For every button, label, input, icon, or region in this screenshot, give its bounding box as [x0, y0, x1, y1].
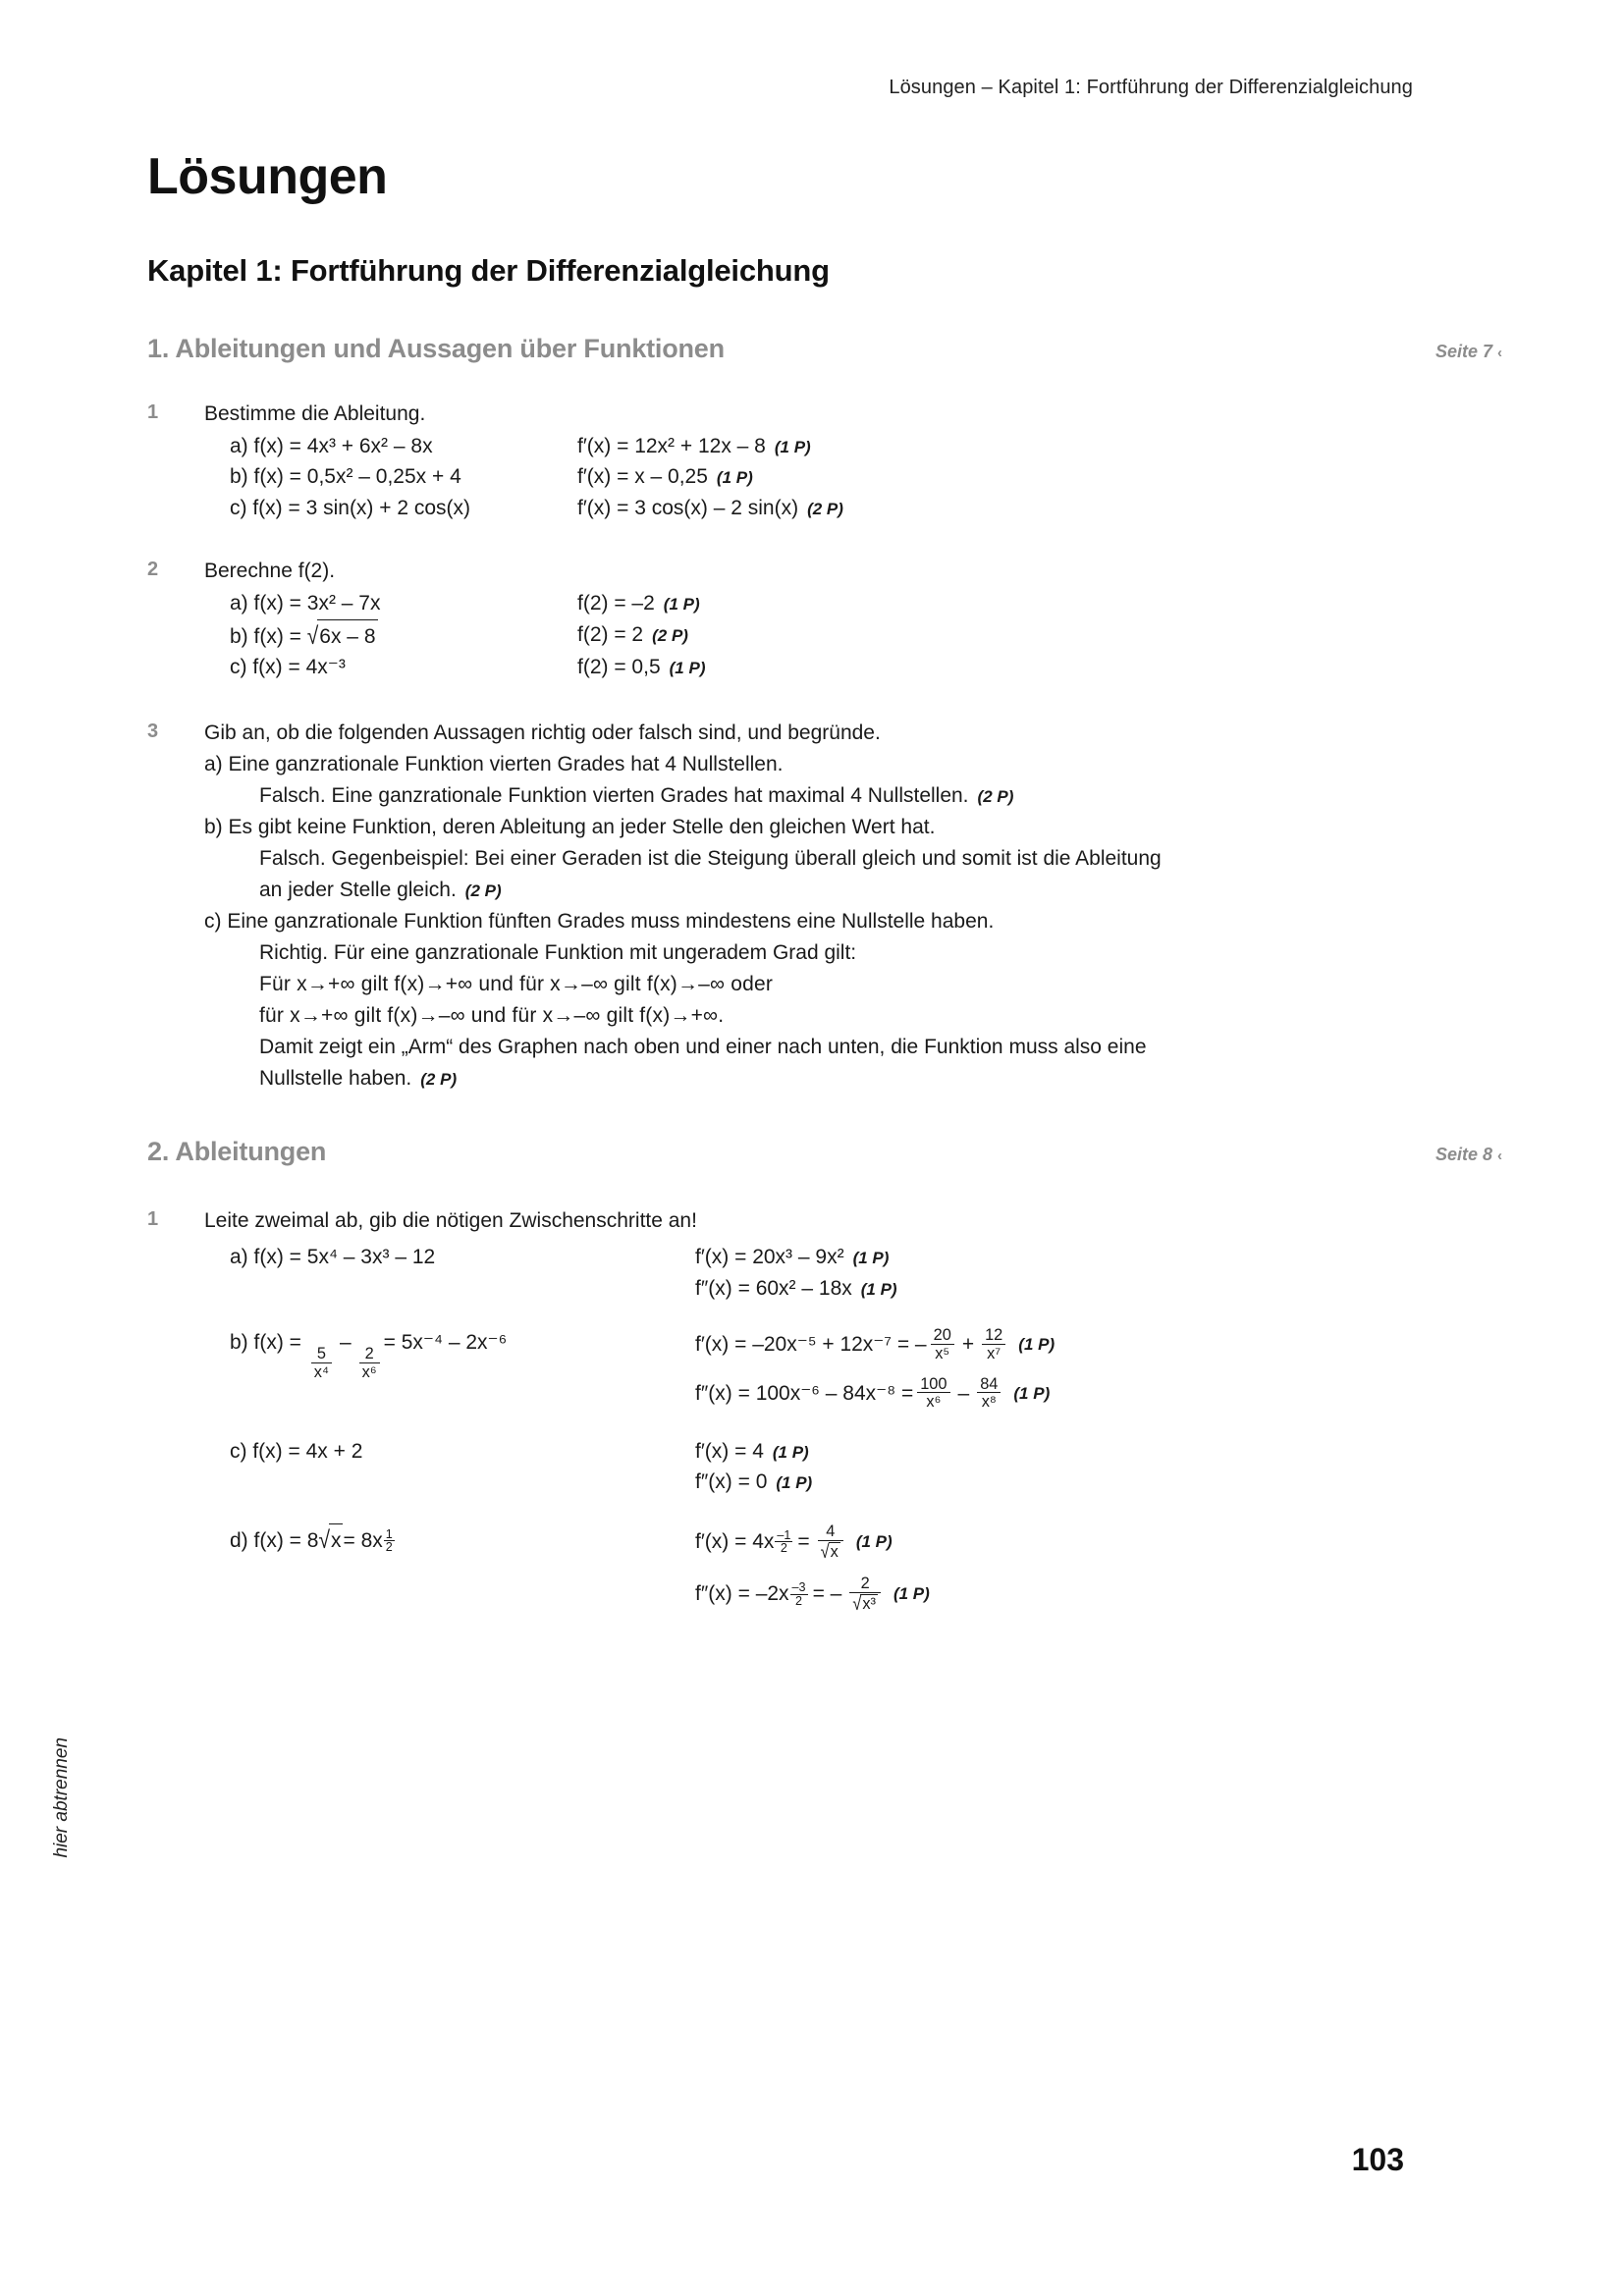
section-page-ref-2-label: Seite 8 [1435, 1145, 1492, 1165]
item-answer [577, 431, 1502, 462]
exponent-numerator: –1 [777, 1527, 791, 1542]
exercise-item-c [204, 652, 1502, 683]
numerator: 2 [364, 1345, 374, 1363]
exercise-item-b [204, 1327, 1502, 1411]
exercise-prompt: Leite zweimal ab, gib die nötigen Zwischenschritte an! [204, 1209, 697, 1233]
points-badge: (1 P) [860, 1279, 897, 1299]
radicand: x [329, 1523, 344, 1557]
exponent-fraction [775, 1529, 792, 1555]
exercise-s1-3 [147, 719, 1502, 1095]
exercise-item-c [204, 493, 1502, 524]
fraction [931, 1327, 954, 1362]
exercise-item-a [204, 588, 1502, 619]
points-badge: (2 P) [420, 1069, 458, 1089]
answer-text: f(2) = –2 [577, 592, 655, 615]
statement-a: a) Eine ganzrationale Funktion vierten Grades hat 4 Nullstellen. [204, 753, 784, 776]
item-answer [695, 1523, 1502, 1613]
answer-a [204, 780, 1502, 812]
points-badge: (2 P) [977, 787, 1014, 807]
sqrt-icon: √x³ [852, 1593, 876, 1615]
points-badge: (1 P) [774, 437, 811, 456]
sqrt-icon: √x [318, 1523, 343, 1557]
answer-second-derivative [695, 1575, 1502, 1615]
item-answer [695, 1242, 1502, 1304]
answer-text: f′(x) = 20x³ – 9x² [695, 1246, 844, 1269]
exponent-fraction [790, 1581, 808, 1607]
question-suffix: = 5x⁻⁴ – 2x⁻⁶ [383, 1331, 508, 1355]
numerator: 12 [985, 1326, 1003, 1345]
page-ref-arrow-icon: ‹ [1497, 1148, 1502, 1165]
exercise-item-a [204, 1242, 1502, 1304]
points-badge: (2 P) [652, 625, 688, 645]
denominator: x⁶ [917, 1392, 949, 1411]
running-header: Lösungen – Kapitel 1: Fortführung der Differenzialgleichung [889, 77, 1413, 98]
exercise-s1-2 [147, 557, 1502, 682]
question-prefix: b) f(x) = [230, 1331, 307, 1355]
points-badge: (1 P) [1018, 1335, 1056, 1355]
points-badge: (2 P) [464, 881, 502, 901]
section-page-ref-2 [1435, 1145, 1502, 1165]
points-badge: (1 P) [669, 659, 706, 678]
equals-operator: = [797, 1529, 810, 1553]
item-answer [695, 1436, 1502, 1498]
denominator: x⁴ [311, 1362, 332, 1381]
answer-b-line-1: Falsch. Gegenbeispiel: Bei einer Geraden ist die Steigung überall gleich und somit ist die Ableitung [259, 847, 1162, 871]
minus-operator: – [957, 1381, 970, 1405]
fraction [977, 1376, 1001, 1411]
answer-second-derivative [695, 1467, 1502, 1498]
answer-c-limit-2: für x→+∞ gilt f(x)→–∞ und für x→–∞ gilt f(x)→+∞. [259, 1003, 725, 1027]
denominator: x⁷ [982, 1344, 1005, 1362]
section-header-1 [147, 334, 1502, 364]
item-answer [577, 461, 1502, 493]
exercise-prompt: Bestimme die Ableitung. [204, 402, 426, 425]
fraction [818, 1522, 843, 1563]
question-mid: = 8x [343, 1528, 383, 1552]
section-page-ref-1 [1435, 342, 1502, 362]
answer-text: f″(x) = 0 [695, 1470, 768, 1494]
answer-text: f′(x) = 4x [695, 1529, 775, 1553]
answer-text: f′(x) = x – 0,25 [577, 465, 708, 489]
fraction [849, 1575, 881, 1615]
denominator [818, 1540, 843, 1561]
exercise-number: 1 [147, 401, 159, 423]
points-badge: (1 P) [776, 1473, 813, 1493]
numerator: 4 [826, 1522, 836, 1540]
page-ref-arrow-icon: ‹ [1497, 345, 1502, 361]
fraction [311, 1346, 332, 1380]
exercise-number: 2 [147, 559, 159, 581]
answer-second-derivative [695, 1376, 1502, 1411]
equals-operator: = – [812, 1582, 842, 1606]
exercise-item-d [204, 1523, 1502, 1613]
item-question [204, 1523, 695, 1557]
denominator: x⁵ [931, 1344, 954, 1362]
exercise-number: 1 [147, 1208, 159, 1231]
answer-text: f(2) = 2 [577, 622, 644, 646]
fraction [982, 1327, 1005, 1362]
answer-text: Falsch. Eine ganzrationale Funktion vierten Grades hat maximal 4 Nullstellen. [259, 784, 969, 808]
answer-first-derivative [695, 1436, 1502, 1468]
section-page-ref-1-label: Seite 7 [1435, 342, 1492, 361]
statement-b: b) Es gibt keine Funktion, deren Ableitung an jeder Stelle den gleichen Wert hat. [204, 816, 936, 839]
points-badge: (2 P) [807, 499, 843, 518]
exercise-item-b [204, 461, 1502, 493]
item-question: c) f(x) = 3 sin(x) + 2 cos(x) [230, 496, 471, 519]
item-answer [695, 1327, 1502, 1411]
question-prefix: d) f(x) = 8 [230, 1528, 319, 1552]
numerator: 20 [933, 1326, 951, 1345]
points-badge: (1 P) [772, 1442, 809, 1462]
exercise-body [204, 1206, 1502, 1615]
exercise-s1-1 [147, 400, 1502, 523]
answer-text: f″(x) = –2x [695, 1582, 789, 1606]
item-question [204, 619, 577, 653]
answer-text: Nullstelle haben. [259, 1066, 412, 1090]
exercise-prompt: Berechne f(2). [204, 560, 336, 583]
fraction [359, 1346, 380, 1380]
points-badge: (1 P) [663, 595, 700, 614]
points-badge: (1 P) [1013, 1383, 1051, 1403]
denominator [849, 1592, 881, 1613]
points-badge: (1 P) [852, 1249, 890, 1268]
radicand: x [830, 1542, 839, 1561]
item-answer [577, 588, 1502, 619]
item-question: a) f(x) = 4x³ + 6x² – 8x [230, 434, 433, 457]
item-answer [577, 652, 1502, 683]
denominator: x⁸ [977, 1392, 1001, 1411]
exercise-item-c [204, 1436, 1502, 1498]
numerator: 2 [860, 1575, 870, 1593]
answer-text: f″(x) = 100x⁻⁶ – 84x⁻⁸ = [695, 1381, 914, 1405]
section-title-1: 1. Ableitungen und Aussagen über Funktionen [147, 334, 725, 363]
answer-text: an jeder Stelle gleich. [259, 879, 457, 902]
exercise-item-b [204, 619, 1502, 653]
item-question: a) f(x) = 3x² – 7x [230, 592, 381, 615]
exponent-numerator: 1 [385, 1526, 393, 1541]
numerator: 5 [316, 1345, 326, 1363]
page-title: Lösungen [147, 148, 388, 205]
radicand: 6x – 8 [317, 619, 377, 653]
numerator: 100 [920, 1374, 947, 1393]
sqrt-icon: √x [820, 1540, 839, 1563]
exponent-numerator: –3 [791, 1579, 806, 1594]
exercise-body [204, 557, 1502, 682]
statement-c: c) Eine ganzrationale Funktion fünften Grades muss mindestens eine Nullstelle haben. [204, 909, 995, 933]
answer-c-line-1: Richtig. Für eine ganzrationale Funktion mit ungeradem Grad gilt: [259, 940, 857, 964]
plus-operator: + [961, 1333, 975, 1357]
question-prefix: b) f(x) = [230, 624, 307, 648]
answer-first-derivative [695, 1327, 1502, 1362]
answer-text: f′(x) = 12x² + 12x – 8 [577, 434, 766, 457]
item-answer [577, 493, 1502, 524]
exponent-denominator: 2 [790, 1594, 808, 1608]
exercise-number: 3 [147, 720, 159, 742]
minus-operator: – [339, 1331, 352, 1355]
exponent-fraction [384, 1528, 395, 1554]
points-badge: (1 P) [716, 468, 753, 488]
fraction [917, 1376, 949, 1411]
answer-second-derivative [695, 1273, 1502, 1305]
answer-text: f(2) = 0,5 [577, 656, 661, 679]
sqrt-icon: √6x – 8 [307, 619, 378, 653]
answer-c-line-2: Damit zeigt ein „Arm“ des Graphen nach oben und einer nach unten, die Funktion muss also eine [259, 1035, 1147, 1058]
item-question: b) f(x) = 0,5x² – 0,25x + 4 [230, 465, 461, 489]
item-question [204, 1327, 695, 1380]
exponent-denominator: 2 [385, 1540, 393, 1555]
points-badge: (1 P) [855, 1531, 893, 1551]
exercise-item-a [204, 431, 1502, 462]
section-header-2 [147, 1137, 1502, 1167]
points-badge: (1 P) [893, 1584, 930, 1604]
exponent-denominator: 2 [775, 1541, 792, 1555]
answer-text: f″(x) = 60x² – 18x [695, 1276, 852, 1300]
radicand: x³ [862, 1595, 876, 1614]
item-question: a) f(x) = 5x⁴ – 3x³ – 12 [230, 1246, 436, 1269]
exercise-s2-1 [147, 1206, 1502, 1615]
page-content [147, 147, 1502, 1646]
answer-b-line-2 [204, 875, 1502, 906]
item-question: c) f(x) = 4x⁻³ [230, 656, 346, 679]
answer-first-derivative [695, 1522, 1502, 1563]
exercise-body [204, 400, 1502, 523]
denominator: x⁶ [359, 1362, 380, 1381]
answer-c-limit-1: Für x→+∞ gilt f(x)→+∞ und für x→–∞ gilt f(x)→–∞ oder [259, 972, 774, 995]
exercise-body [204, 719, 1502, 1095]
tear-off-note: hier abtrennen [51, 1737, 72, 1858]
answer-text: f′(x) = 3 cos(x) – 2 sin(x) [577, 496, 799, 519]
chapter-title: Kapitel 1: Fortführung der Differenzialgleichung [147, 253, 830, 288]
exercise-prompt: Gib an, ob die folgenden Aussagen richtig oder falsch sind, und begründe. [204, 721, 881, 744]
page-number: 103 [1351, 2142, 1404, 2177]
numerator: 84 [980, 1374, 999, 1393]
section-title-2: 2. Ableitungen [147, 1137, 327, 1167]
item-answer [577, 619, 1502, 651]
item-question: c) f(x) = 4x + 2 [230, 1439, 363, 1463]
answer-text: f′(x) = –20x⁻⁵ + 12x⁻⁷ = – [695, 1333, 927, 1357]
answer-text: f′(x) = 4 [695, 1439, 764, 1463]
answer-c-line-3 [204, 1063, 1502, 1095]
answer-first-derivative [695, 1242, 1502, 1273]
